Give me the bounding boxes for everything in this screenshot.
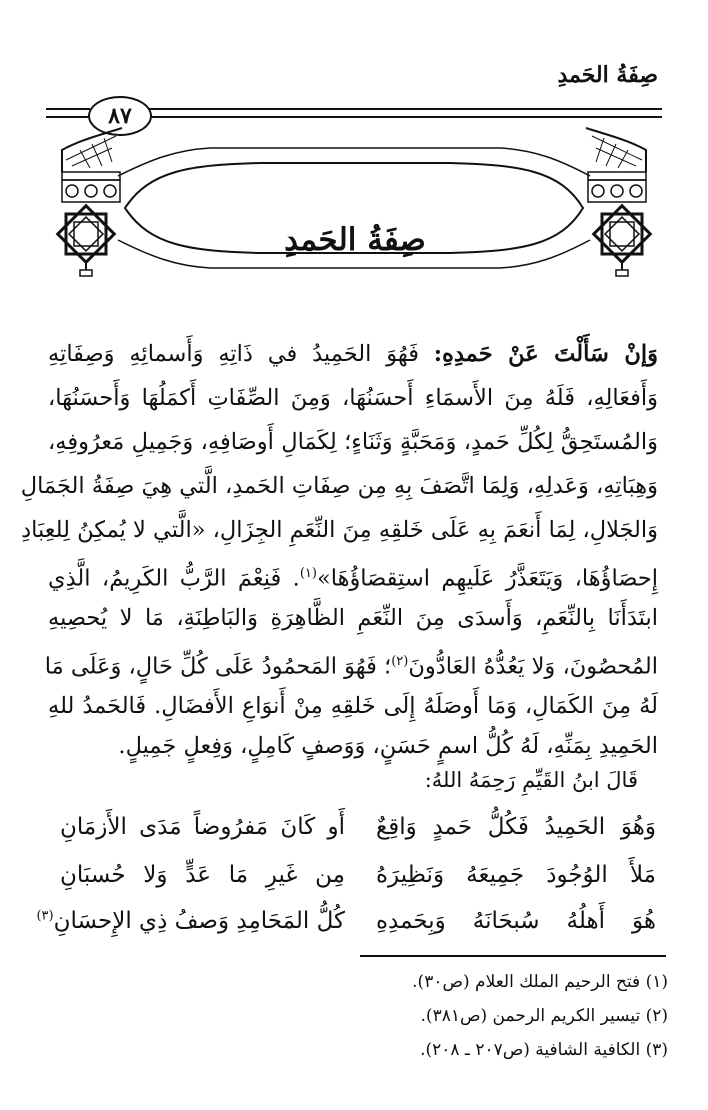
body-line: وَالمُستَحِقُّ لِكُلِّ حَمدٍ، وَمَحَبَّةٍ وَثَنَاءٍ؛ لِكَمَالِ أَوصَافِهِ، وَجَمِيلِ مَعرُوفِهِ، <box>48 429 658 455</box>
footnote-ref: (٣) <box>36 908 54 924</box>
footnote: (٢) تيسير الكريم الرحمن (ص٣٨١). <box>420 1006 668 1026</box>
verse-first-hemistich: مَلأَ الوُجُودَ جَمِيعَهُ وَنَظِيرَهُ <box>376 862 656 888</box>
body-line: وَالجَلالِ، لِمَا أَنعَمَ بِهِ عَلَى خَلقِهِ مِنَ النِّعَمِ الجِزَالِ، «الَّتي لا يُمكِنُ لِلعِبَادِ <box>21 517 658 543</box>
right-tower-ornament <box>586 128 650 276</box>
verse-second-hemistich: مِن غَيرِ مَا عَدٍّ وَلا حُسبَانِ <box>60 862 345 888</box>
body-line: المُحصُونَ، وَلا يَعُدُّهُ العَادُّونَ$^{(٢)}$؛ فَهُوَ المَحمُودُ عَلَى كُلِّ حَالٍ، وَعَلَى مَا <box>44 653 658 680</box>
page-number: ٨٧ <box>88 96 152 136</box>
body-line: وَإنْ سَأَلْتَ عَنْ حَمدِهِ: فَهُوَ الحَمِيدُ في ذَاتِهِ وَأَسمائِهِ وَصِفَاتِهِ <box>48 341 658 367</box>
body-line: وَأَفعَالِهِ، فَلَهُ مِنَ الأَسمَاءِ أَحسَنُهَا، وَمِنَ الصِّفَاتِ أَكمَلُهَا وَأَحسَنُهَا، <box>48 385 658 411</box>
verse-first-hemistich: هُوَ أَهلُهُ سُبحَانَهُ وَبِحَمدِهِ <box>376 908 656 934</box>
footnote-ref: (٢) <box>391 654 409 669</box>
poem-intro: قَالَ ابنُ القَيِّمِ رَحِمَهُ اللهُ: <box>424 768 638 792</box>
body-line: ابتَدَأَنَا بِالنِّعَمِ، وَأَسدَى مِنَ النِّعَمِ الظَّاهِرَةِ وَالبَاطِنَةِ، مَا لا يُحصِيهِ <box>48 605 658 631</box>
footnote-ref: (١) <box>299 566 317 581</box>
footnote: (١) فتح الرحيم الملك العلام (ص٣٠). <box>412 972 668 992</box>
left-tower-ornament <box>58 128 122 276</box>
lead-phrase: وَإنْ سَأَلْتَ عَنْ حَمدِهِ: <box>433 341 658 367</box>
verse-second-hemistich: كُلُّ المَحَامِدِ وَصفُ ذِي الإِحسَانِ$^{(٣)}$ <box>36 908 345 934</box>
body-line: الحَمِيدِ بِمَنِّهِ، لَهُ كُلُّ اسمٍ حَسَنٍ، وَوَصفٍ كَامِلٍ، وَفِعلٍ جَمِيلٍ. <box>118 733 658 759</box>
body-line: لَهُ مِنَ الكَمَالِ، وَمَا أَوصَلَهُ إِلَى خَلقِهِ مِنْ أَنوَاعِ الأَفضَالِ. فَالحَمدُ للهِ <box>48 693 658 719</box>
verse-second-hemistich: أَو كَانَ مَفرُوضاً مَدَى الأَزمَانِ <box>60 814 345 840</box>
chapter-banner <box>0 0 708 320</box>
footnote: (٣) الكافية الشافية (ص٢٠٧ ـ ٢٠٨). <box>420 1040 668 1060</box>
body-line: وَهِبَاتِهِ، وَعَدلِهِ، وَلِمَا اتَّصَفَ بِهِ مِن صِفَاتِ الحَمدِ، الَّتي هِيَ صِفَةُ الجَمَالِ <box>20 473 658 499</box>
body-line: إِحصَاؤُهَا، وَيَتَعَذَّرُ عَلَيهِم استِقصَاؤُهَا»$^{(١)}$. فَنِعْمَ الرَّبُّ الكَرِيمُ، الَّذِي <box>48 565 658 592</box>
footnote-rule <box>360 955 666 957</box>
chapter-title: صِفَةُ الحَمدِ <box>284 222 426 258</box>
running-title: صِفَةُ الحَمدِ <box>557 62 658 88</box>
verse-first-hemistich: وَهُوَ الحَمِيدُ فَكُلُّ حَمدٍ وَاقِعٌ <box>376 814 656 840</box>
banner-ornament <box>0 0 708 320</box>
